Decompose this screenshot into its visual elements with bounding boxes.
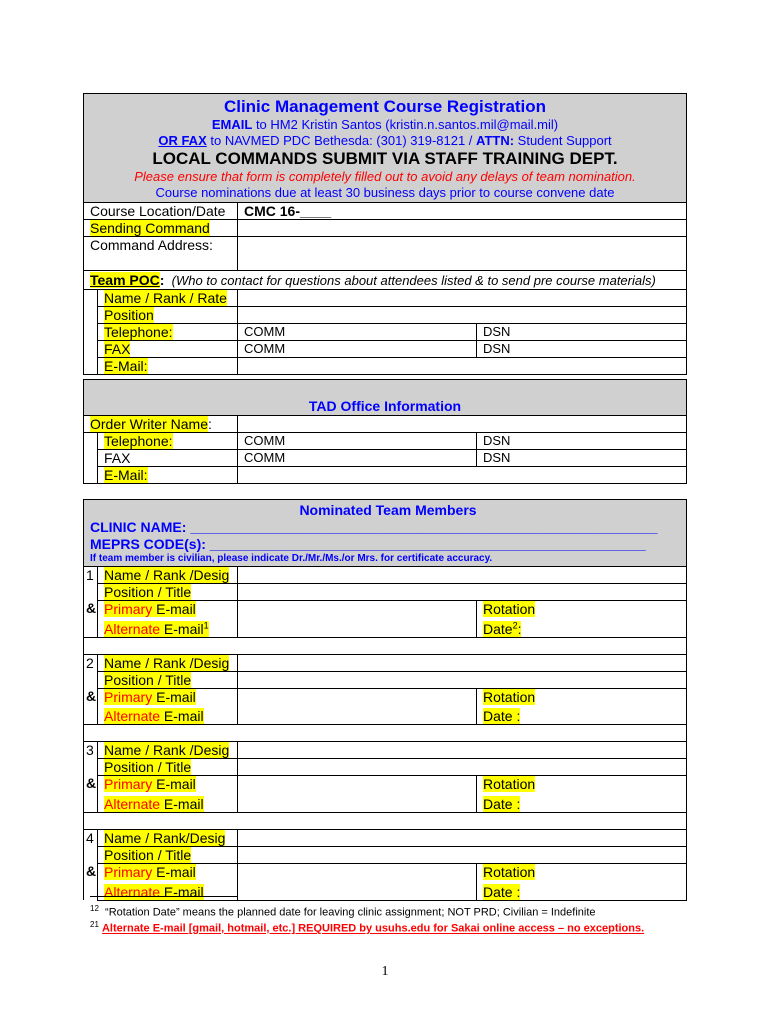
member-alternate-label: Alternate [104, 708, 161, 725]
member-number: 2 [86, 654, 94, 671]
tad-dsn-field[interactable]: DSN [477, 433, 687, 450]
sending-command-label: Sending Command [90, 220, 210, 236]
page-number: 1 [381, 964, 389, 979]
tad-fax-comm-field[interactable]: COMM [238, 450, 477, 467]
cmc-value[interactable]: CMC 16-____ [238, 203, 687, 220]
member-primary-label: Primary [104, 601, 153, 617]
member-number: 3 [86, 742, 94, 759]
member-rotation-label: Rotation [483, 688, 536, 705]
tad-fax-label: FAX [98, 450, 238, 467]
team-poc-label: Team POC [90, 272, 160, 288]
member-name-field[interactable] [238, 567, 687, 584]
poc-fax-dsn-field[interactable]: DSN [477, 341, 687, 358]
member-position-field[interactable] [238, 846, 687, 863]
poc-fax-label: FAX [104, 341, 131, 357]
form-title: Clinic Management Course Registration [223, 97, 547, 116]
nominated-title: Nominated Team Members [299, 502, 477, 518]
member-primary-label: Primary [104, 688, 153, 705]
member-position-field[interactable] [238, 671, 687, 688]
poc-telephone-label: Telephone: [104, 324, 173, 340]
member-email-field[interactable] [238, 776, 477, 813]
member-ampersand: & [86, 862, 97, 879]
poc-dsn-field[interactable]: DSN [477, 324, 687, 341]
nominated-members-table: Nominated Team Members CLINIC NAME: ____________________________________________________________ MEPRS CODE(s): ________________________________________________________ If team member is civilian, please indicate Dr./Mr./Ms./or Mrs. for certificate accuracy. 1 & Name / Rank /Desig Position / Title Primary E-mail Alternate E-mail$^1$ Rotation Date$^2$: 2 & Name / Rank /Desig Position / Title Primary E-mail Alternate E-mail Rotation Date : 3 & Name / Rank /Desig Position / Title Primary E-mail Alternate E-mail Rotation Date : 4 & Name / Rank/Desig Position / Title Primary E-mail Alternate E-mail Rotation Date : [83, 499, 687, 901]
poc-name-label: Name / Rank / Rate [104, 290, 227, 306]
member-primary-label: Primary [104, 863, 153, 880]
member-rotation-label: Rotation [483, 776, 536, 793]
order-writer-field[interactable] [238, 416, 687, 433]
member-position-label: Position / Title [104, 584, 192, 600]
fax-instructions: OR FAX to NAVMED PDC Bethesda: (301) 319-8121 / ATTN: Student Support [158, 133, 612, 148]
member-alternate-label: Alternate [104, 620, 161, 637]
member-primary-label: Primary [104, 776, 153, 793]
poc-name-field[interactable] [238, 290, 687, 307]
member-email-field[interactable] [238, 601, 477, 638]
footnote-divider [90, 896, 238, 897]
poc-fax-comm-field[interactable]: COMM [238, 341, 477, 358]
tad-email-label: E-Mail: [104, 467, 148, 483]
poc-position-field[interactable] [238, 307, 687, 324]
member-name-field[interactable] [238, 829, 687, 846]
form-header [84, 94, 687, 203]
footnote-2: $^{21}$ Alternate E-mail [gmail, hotmail, etc.] REQUIRED by usuhs.edu for Sakai online access – no exceptions. [90, 920, 645, 935]
member-spacer-row [84, 637, 687, 654]
member-alternate-label: Alternate [104, 795, 161, 812]
poc-comm-field[interactable]: COMM [238, 324, 477, 341]
member-ampersand: & [86, 600, 97, 616]
member-email-field[interactable] [238, 688, 477, 725]
member-rotation-label: Rotation [483, 601, 536, 617]
member-position-label: Position / Title [104, 671, 192, 688]
poc-email-field[interactable] [238, 358, 687, 375]
member-spacer-row [84, 725, 687, 742]
registration-table [83, 93, 687, 375]
member-name-field[interactable] [238, 742, 687, 759]
tad-office-title: TAD Office Information [308, 398, 462, 414]
poc-position-label: Position [104, 307, 154, 323]
member-number: 4 [86, 829, 94, 846]
member-ampersand: & [86, 687, 97, 704]
member-spacer-row [84, 812, 687, 829]
member-position-label: Position / Title [104, 759, 192, 776]
member-number: 1 [86, 567, 94, 583]
member-ampersand: & [86, 775, 97, 792]
tad-telephone-label: Telephone: [104, 433, 173, 449]
member-position-field[interactable] [238, 584, 687, 601]
email-instructions: EMAIL to HM2 Kristin Santos (kristin.n.santos.mil@mail.mil) [211, 117, 559, 132]
member-alternate-label: Alternate [104, 883, 161, 900]
civilian-note: If team member is civilian, please indicate Dr./Mr./Ms./or Mrs. for certificate accuracy. [90, 553, 493, 564]
course-location-label: Course Location/Date [84, 203, 238, 220]
tad-fax-dsn-field[interactable]: DSN [477, 450, 687, 467]
local-commands-heading: LOCAL COMMANDS SUBMIT VIA STAFF TRAINING DEPT. [152, 149, 618, 168]
sending-command-field[interactable] [238, 220, 687, 237]
member-position-label: Position / Title [104, 846, 192, 863]
member-name-label: Name / Rank /Desig [104, 567, 230, 583]
team-poc-row: Team POC: (Who to contact for questions about attendees listed & to send pre course materials) [84, 271, 687, 290]
warning-text: Please ensure that form is completely filled out to avoid any delays of team nomination. [134, 169, 636, 184]
order-writer-label: Order Writer Name [90, 416, 208, 432]
member-name-label: Name / Rank /Desig [104, 742, 230, 759]
member-rotation-label: Rotation [483, 863, 536, 880]
member-email-field[interactable] [238, 863, 477, 900]
member-name-label: Name / Rank /Desig [104, 654, 230, 671]
footnote-1: $^{12}$ “Rotation Date” means the planned date for leaving clinic assignment; NOT PRD; Civilian = Indefinite [90, 904, 596, 919]
member-name-label: Name / Rank/Desig [104, 829, 226, 846]
clinic-name-line[interactable]: CLINIC NAME: ____________________________________________________________ [90, 519, 658, 535]
meprs-code-line[interactable]: MEPRS CODE(s): ________________________________________________________ [90, 536, 646, 552]
poc-email-label: E-Mail: [104, 358, 148, 374]
tad-comm-field[interactable]: COMM [238, 433, 477, 450]
command-address-field[interactable] [238, 237, 687, 271]
command-address-label: Command Address: [84, 237, 238, 271]
nominations-due-text: Course nominations due at least 30 business days prior to course convene date [155, 185, 615, 200]
tad-office-table: TAD Office Information Order Writer Name: Telephone: COMM DSN FAX COMM DSN E-Mail: [83, 379, 687, 484]
member-position-field[interactable] [238, 759, 687, 776]
team-poc-note: (Who to contact for questions about attendees listed & to send pre course materials) [171, 273, 656, 288]
tad-email-field[interactable] [238, 467, 687, 484]
member-name-field[interactable] [238, 654, 687, 671]
